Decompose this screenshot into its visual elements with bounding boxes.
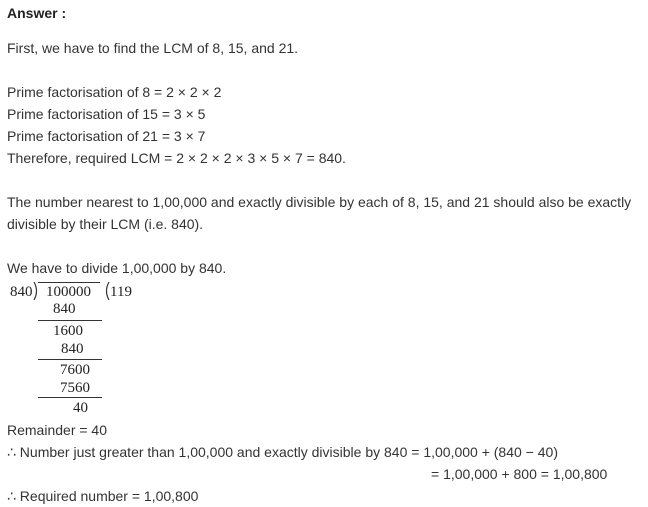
factorisation-8: Prime factorisation of 8 = 2 × 2 × 2 bbox=[7, 84, 222, 100]
step-remainder-1: 1600 bbox=[53, 323, 83, 339]
factorisation-15: Prime factorisation of 15 = 3 × 5 bbox=[7, 106, 206, 122]
final-remainder: 40 bbox=[73, 400, 88, 416]
final-answer: ∴ Required number = 1,00,800 bbox=[7, 488, 199, 504]
reasoning-line-1: The number nearest to 1,00,000 and exactly divisible by each of 8, 15, and 21 should also be exactly bbox=[7, 194, 632, 210]
divisor: 840 bbox=[10, 284, 33, 300]
factorisation-21: Prime factorisation of 21 = 3 × 7 bbox=[7, 128, 206, 144]
step-remainder-2: 7600 bbox=[60, 362, 90, 378]
lcm-result: Therefore, required LCM = 2 × 2 × 2 × 3 × 5 × 7 = 840. bbox=[7, 150, 346, 166]
quotient: 119 bbox=[110, 284, 132, 300]
reasoning-line-2: divisible by their LCM (i.e. 840). bbox=[7, 216, 204, 232]
division-bracket-left bbox=[32, 281, 40, 301]
conclusion-line-2: = 1,00,000 + 800 = 1,00,800 bbox=[431, 466, 608, 482]
step-subtract-2: 840 bbox=[61, 341, 84, 357]
divide-statement: We have to divide 1,00,000 by 840. bbox=[7, 260, 227, 276]
remainder-text: Remainder = 40 bbox=[7, 422, 108, 438]
step-subtract-3: 7560 bbox=[60, 380, 90, 396]
dividend: 100000 bbox=[46, 284, 91, 300]
step-subtract-1: 840 bbox=[53, 301, 76, 317]
answer-heading: Answer : bbox=[7, 5, 67, 21]
conclusion-line-1: ∴ Number just greater than 1,00,000 and exactly divisible by 840 = 1,00,000 + (840 − 40) bbox=[7, 444, 558, 460]
step-rule-2 bbox=[38, 359, 102, 360]
step-rule-3 bbox=[38, 397, 102, 398]
step-rule-1 bbox=[38, 320, 102, 321]
intro-text: First, we have to find the LCM of 8, 15, and 21. bbox=[7, 40, 299, 56]
